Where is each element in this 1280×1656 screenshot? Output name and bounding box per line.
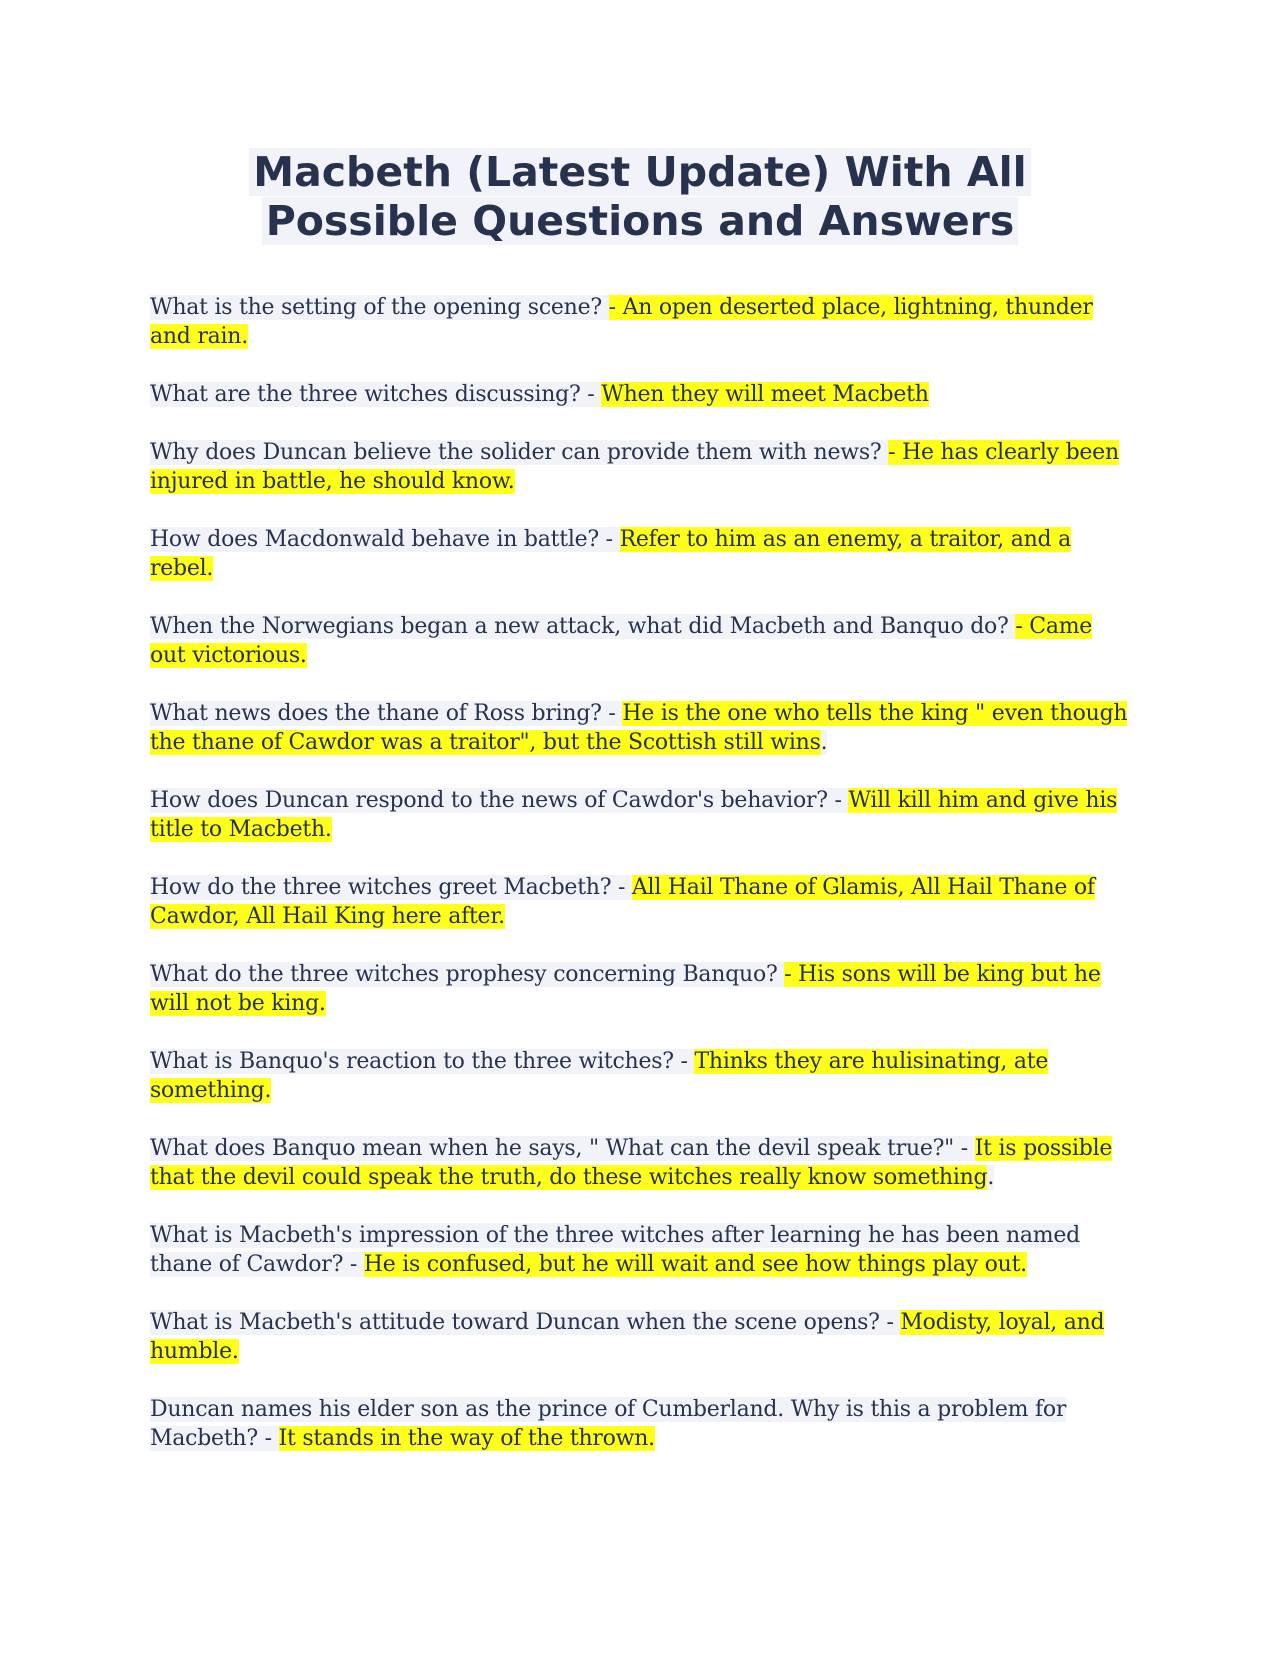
answer-text: - An open deserted place, lightning, thunder and rain. bbox=[150, 295, 1093, 349]
answer-text: He is the one who tells the king " even though the thane of Cawdor was a traitor", but the Scottish still wins bbox=[150, 701, 1128, 755]
qa-item bbox=[150, 380, 1130, 409]
qa-item bbox=[150, 1221, 1130, 1279]
answer-text: When they will meet Macbeth bbox=[601, 382, 929, 407]
qa-item bbox=[150, 1308, 1130, 1366]
answer-text: Thinks they are hulisinating, ate something. bbox=[150, 1049, 1049, 1103]
qa-item bbox=[150, 438, 1130, 496]
qa-item bbox=[150, 699, 1130, 757]
answer-text: Refer to him as an enemy, a traitor, and a rebel. bbox=[150, 527, 1071, 581]
qa-item bbox=[150, 1134, 1130, 1192]
qa-item bbox=[150, 1047, 1130, 1105]
answer-text: Modisty, loyal, and humble. bbox=[150, 1310, 1105, 1364]
qa-item bbox=[150, 525, 1130, 583]
title-line-2: Possible Questions and Answers bbox=[262, 197, 1019, 245]
question-text: What is Macbeth's impression of the three witches after learning he has been named thane of Cawdor? - bbox=[150, 1223, 1081, 1277]
question-text: Duncan names his elder son as the prince of Cumberland. Why is this a problem for Macbeth? - bbox=[150, 1397, 1067, 1451]
answer-text: Will kill him and give his title to Macbeth. bbox=[150, 788, 1118, 842]
question-text: How does Duncan respond to the news of Cawdor's behavior? - bbox=[150, 788, 849, 813]
question-text: What is the setting of the opening scene? bbox=[150, 295, 609, 320]
answer-text: He is confused, but he will wait and see how things play out. bbox=[363, 1252, 1027, 1277]
qa-item bbox=[150, 786, 1130, 844]
answer-text: It is possible that the devil could speak the truth, do these witches really know something bbox=[150, 1136, 1113, 1190]
question-text: What does Banquo mean when he says, " What can the devil speak true?" - bbox=[150, 1136, 975, 1161]
question-text: What is Banquo's reaction to the three witches? - bbox=[150, 1049, 695, 1074]
question-text: When the Norwegians began a new attack, what did Macbeth and Banquo do? bbox=[150, 614, 1016, 639]
title-line-1: Macbeth (Latest Update) With All bbox=[249, 148, 1030, 196]
answer-text: All Hail Thane of Glamis, All Hail Thane of Cawdor, All Hail King here after. bbox=[150, 875, 1095, 929]
qa-item bbox=[150, 293, 1130, 351]
qa-list bbox=[150, 293, 1130, 1482]
answer-text: - His sons will be king but he will not be king. bbox=[150, 962, 1101, 1016]
question-text: What news does the thane of Ross bring? - bbox=[150, 701, 623, 726]
qa-item bbox=[150, 612, 1130, 670]
qa-item bbox=[150, 960, 1130, 1018]
qa-item bbox=[150, 1395, 1130, 1453]
document-title bbox=[0, 148, 1280, 246]
question-text: How do the three witches greet Macbeth? - bbox=[150, 875, 632, 900]
qa-item bbox=[150, 873, 1130, 931]
answer-tail: . bbox=[987, 1165, 995, 1190]
answer-text: It stands in the way of the thrown. bbox=[278, 1426, 655, 1451]
question-text: What are the three witches discussing? - bbox=[150, 382, 602, 407]
question-text: What do the three witches prophesy concerning Banquo? bbox=[150, 962, 785, 987]
question-text: Why does Duncan believe the solider can provide them with news? bbox=[150, 440, 889, 465]
question-text: How does Macdonwald behave in battle? - bbox=[150, 527, 620, 552]
answer-tail: . bbox=[820, 730, 828, 755]
question-text: What is Macbeth's attitude toward Duncan when the scene opens? - bbox=[150, 1310, 901, 1335]
answer-text: - Came out victorious. bbox=[150, 614, 1093, 668]
answer-text: - He has clearly been injured in battle, he should know. bbox=[150, 440, 1119, 494]
